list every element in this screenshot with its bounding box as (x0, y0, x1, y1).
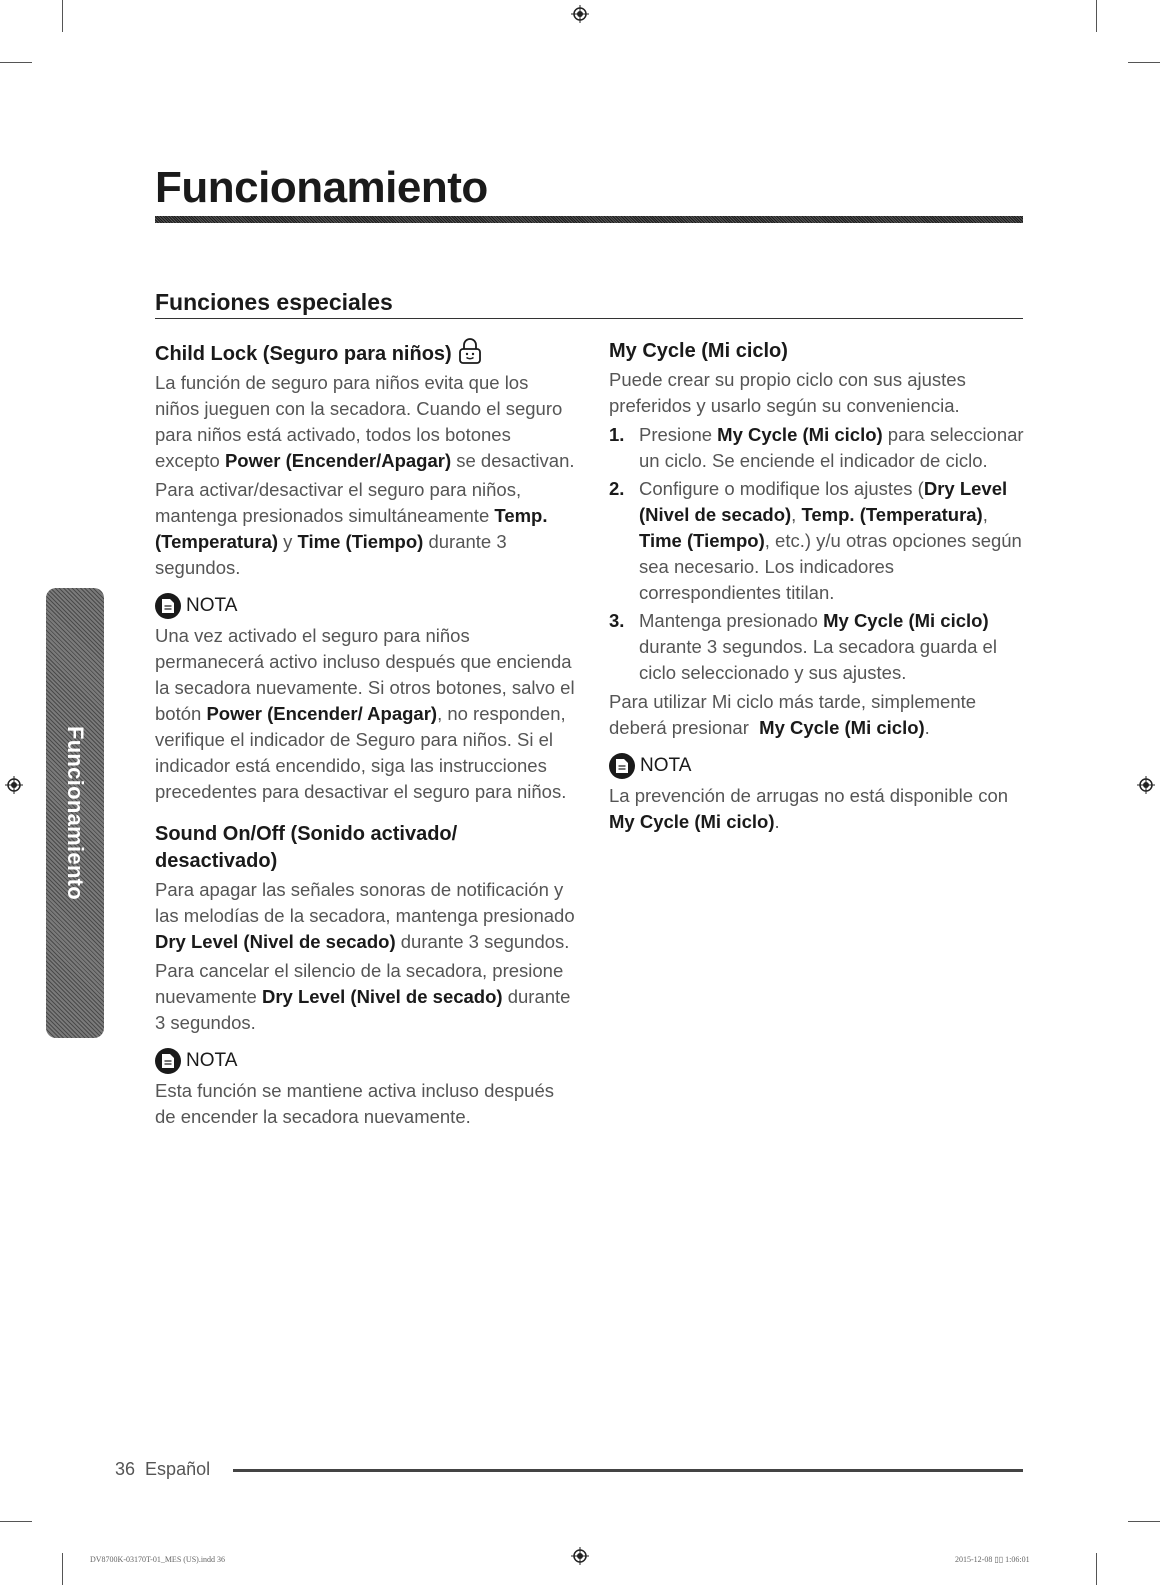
crop-mark (1096, 0, 1097, 32)
temp-button-ref: Temp. (Temperatura) (155, 505, 548, 552)
text-run: se desactivan. (451, 450, 575, 471)
side-tab-label: Funcionamiento (63, 725, 88, 901)
my-cycle-button-ref: My Cycle (Mi ciclo) (717, 424, 883, 445)
text-run: , (791, 504, 802, 525)
power-button-ref: Power (Encender/Apagar) (224, 450, 452, 471)
print-slug-timestamp: 2015-12-08 ▯▯ 1:06:01 (955, 1555, 1030, 1564)
text-run: Para apagar las señales sonoras de notificación y las melodías de la secadora, mantenga presionado (155, 879, 575, 926)
text-run: . (924, 717, 930, 738)
text-run: , (982, 504, 988, 525)
page-number: 36 (115, 1459, 136, 1479)
my-cycle-button-ref: My Cycle (Mi ciclo) (823, 610, 989, 631)
child-lock-note (155, 623, 575, 805)
my-cycle-steps (609, 422, 1029, 686)
text-run: La prevención de arrugas no está disponible con (609, 785, 1009, 806)
list-item (609, 476, 1029, 606)
text-run: , no responden, verifique el indicador de Seguro para niños. Si el indicador está encendido, siga las instrucciones precedentes para desactivar el seguro para niños. (155, 703, 567, 802)
text-run: durante 3 segundos. (395, 931, 570, 952)
crop-mark (0, 62, 32, 63)
text-run: . (774, 811, 780, 832)
sound-paragraph-2 (155, 958, 575, 1036)
lock-icon (458, 338, 482, 364)
child-lock-heading-text: Child Lock (Seguro para niños) (155, 343, 452, 365)
left-column (155, 338, 575, 1133)
registration-mark-icon (571, 5, 589, 23)
time-button-ref: Time (Tiempo) (639, 530, 765, 551)
section-rule (155, 318, 1023, 319)
note-icon (155, 1048, 181, 1074)
child-lock-paragraph-1 (155, 370, 575, 474)
time-button-ref: Time (Tiempo) (297, 531, 424, 552)
text-run: y (278, 531, 298, 552)
note-icon (609, 753, 635, 779)
page-title: Funcionamiento (155, 163, 488, 212)
my-cycle-note (609, 783, 1029, 835)
footer-language: Español (145, 1459, 211, 1479)
step-number: 3. (609, 610, 625, 631)
my-cycle-intro: Puede crear su propio ciclo con sus ajustes preferidos y usarlo según su conveniencia. (609, 369, 966, 416)
side-tab (46, 588, 104, 1038)
text-run: La función de seguro para niños evita que los niños jueguen con la secadora. Cuando el seguro para niños está activado, todos los botones excepto (155, 372, 563, 471)
text-run: durante 3 segundos. La secadora guarda el ciclo seleccionado y sus ajustes. (639, 636, 997, 683)
sound-heading: Sound On/Off (Sonido activado/ desactivado) (155, 823, 458, 872)
crop-mark (62, 0, 63, 32)
text-run: Una vez activado el seguro para niños permanecerá activo incluso después que encienda la secadora nuevamente. Si otros botones, salvo el botón (155, 625, 575, 724)
note-heading (155, 1048, 575, 1074)
my-cycle-button-ref: My Cycle (Mi ciclo) (609, 811, 775, 832)
step-number: 2. (609, 478, 625, 499)
text-run: Para cancelar el silencio de la secadora, presione nuevamente (155, 960, 564, 1007)
text-run: Configure o modifique los ajustes ( (639, 478, 924, 499)
child-lock-heading (155, 338, 575, 368)
note-heading (155, 593, 575, 619)
dry-level-button-ref: Dry Level (Nivel de secado) (639, 478, 1008, 525)
dry-level-button-ref: Dry Level (Nivel de secado) (155, 931, 396, 952)
text-run: , etc.) y/u otras opciones según sea necesario. Los indicadores correspondientes titilan. (639, 530, 1022, 603)
list-item (609, 608, 1029, 686)
text-run: para seleccionar un ciclo. Se enciende el indicador de ciclo. (639, 424, 1024, 471)
text-run: durante 3 segundos. (155, 531, 507, 578)
temp-button-ref: Temp. (Temperatura) (801, 504, 983, 525)
note-heading (609, 753, 1029, 779)
note-label: NOTA (640, 755, 692, 776)
text-run: durante 3 segundos. (155, 986, 571, 1033)
my-cycle-heading: My Cycle (Mi ciclo) (609, 340, 788, 362)
crop-mark (1128, 1521, 1160, 1522)
my-cycle-outro (609, 689, 1029, 741)
note-label: NOTA (186, 1050, 238, 1071)
crop-mark (1096, 1553, 1097, 1585)
power-button-ref: Power (Encender/ Apagar) (206, 703, 438, 724)
sound-note: Esta función se mantiene activa incluso después de encender la secadora nuevamente. (155, 1080, 555, 1127)
dry-level-button-ref: Dry Level (Nivel de secado) (261, 986, 503, 1007)
page-footer (115, 1457, 210, 1481)
step-number: 1. (609, 424, 625, 445)
text-run: Para utilizar Mi ciclo más tarde, simplemente deberá presionar (609, 691, 982, 738)
registration-mark-icon (571, 1547, 589, 1565)
my-cycle-button-ref: My Cycle (Mi ciclo) (759, 717, 925, 738)
note-label: NOTA (186, 595, 238, 616)
title-rule (155, 216, 1023, 223)
sound-paragraph-1 (155, 877, 575, 955)
registration-mark-icon (1137, 776, 1155, 794)
note-icon (155, 593, 181, 619)
text-run: Presione (639, 424, 718, 445)
section-title: Funciones especiales (155, 289, 393, 315)
footer-rule (233, 1469, 1023, 1472)
registration-mark-icon (5, 776, 23, 794)
child-lock-paragraph-2 (155, 477, 575, 581)
list-item (609, 422, 1029, 474)
crop-mark (62, 1553, 63, 1585)
text-run: Para activar/desactivar el seguro para niños, mantenga presionados simultáneamente (155, 479, 522, 526)
crop-mark (0, 1521, 32, 1522)
crop-mark (1128, 62, 1160, 63)
print-slug-filename: DV8700K-03170T-01_MES (US).indd 36 (90, 1555, 226, 1564)
right-column (609, 338, 1029, 838)
text-run: Mantenga presionado (639, 610, 824, 631)
